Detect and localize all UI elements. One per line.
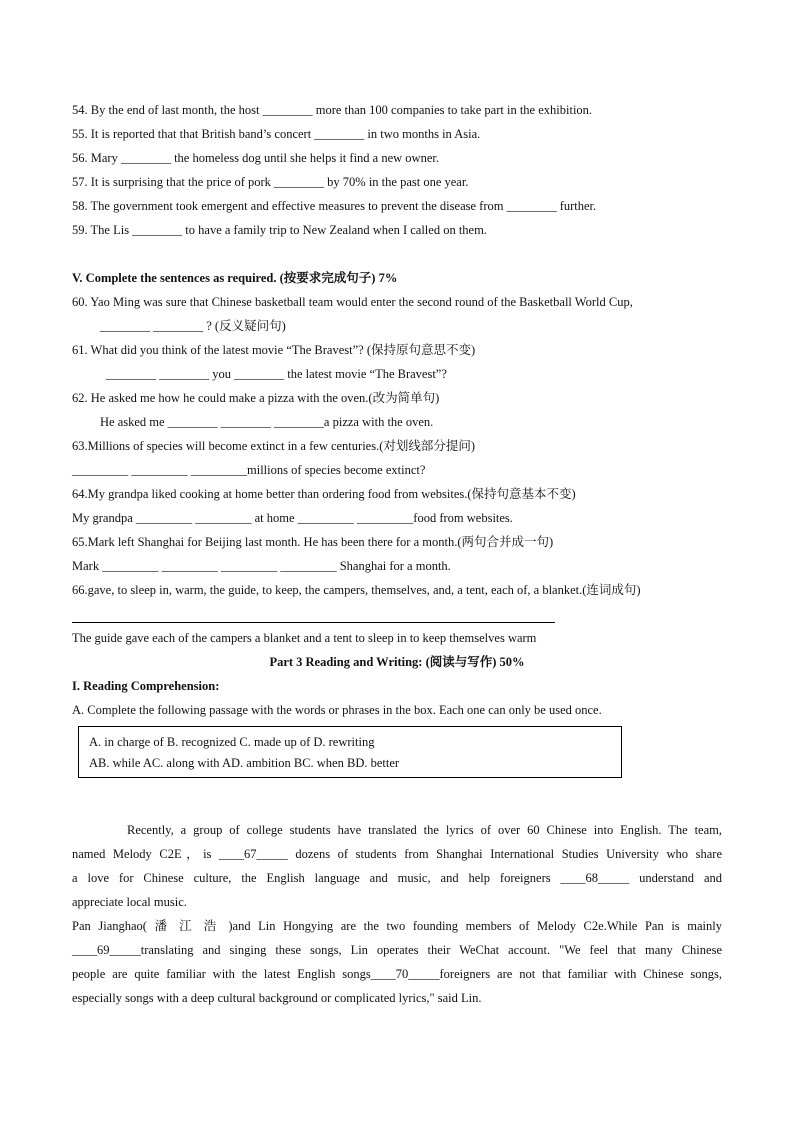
word-box [78,726,622,778]
question-61: 61. What did you think of the latest movie “The Bravest”? (保持原句意思不变) [72,343,476,357]
question-61-answer-line: ________ ________ you ________ the latest movie “The Bravest”? [106,367,447,381]
passage-p1-line4: appreciate local music. [72,895,187,909]
reading-heading: I. Reading Comprehension: [72,679,220,693]
passage-p2-line1: Pan Jianghao( 潘 江 浩 )and Lin Hongying are the two founding members of Melody C2e.While Pan is mainly [72,919,722,933]
section-5-heading: V. Complete the sentences as required. (按要求完成句子) 7% [72,271,398,285]
word-box-row-2: AB. while AC. along with AD. ambition BC. when BD. better [89,756,400,770]
question-66-answer: The guide gave each of the campers a blanket and a tent to sleep in to keep themselves warm [72,631,537,645]
question-60-answer-line: ________ ________ ? (反义疑问句) [100,319,286,333]
question-63: 63.Millions of species will become extinct in a few centuries.(对划线部分提问) [72,439,476,453]
question-64: 64.My grandpa liked cooking at home better than ordering food from websites.(保持句意基本不变) [72,487,576,501]
answer-rule-line [72,622,555,623]
question-55: 55. It is reported that that British band’s concert ________ in two months in Asia. [72,127,481,141]
question-59: 59. The Lis ________ to have a family trip to New Zealand when I called on them. [72,223,487,237]
question-60: 60. Yao Ming was sure that Chinese basketball team would enter the second round of the Basketball World Cup, [72,295,633,309]
question-57: 57. It is surprising that the price of pork ________ by 70% in the past one year. [72,175,469,189]
question-64-answer-line: My grandpa _________ _________ at home _________ _________food from websites. [72,511,513,525]
part-3-heading: Part 3 Reading and Writing: (阅读与写作) 50% [269,655,525,669]
passage-p2-line2: ____69_____translating and singing these songs, Lin operates their WeChat account. "We feel that many Chinese [72,943,722,957]
passage-p1-line1: Recently, a group of college students have translated the lyrics of over 60 Chinese into English. The team, [127,823,722,837]
question-66: 66.gave, to sleep in, warm, the guide, to keep, the campers, themselves, and, a tent, each of, a blanket.(连词成句) [72,583,641,597]
passage-p2-line3: people are quite familiar with the latest English songs____70_____foreigners are not that familiar with Chinese songs, [72,967,722,981]
question-58: 58. The government took emergent and effective measures to prevent the disease from ________ further. [72,199,597,213]
question-62: 62. He asked me how he could make a pizza with the oven.(改为简单句) [72,391,440,405]
passage-p1-line2: named Melody C2E，is ____67_____ dozens of students from Shanghai International Studies University who share [72,847,722,861]
question-54: 54. By the end of last month, the host ________ more than 100 companies to take part in the exhibition. [72,103,593,117]
question-65-answer-line: Mark _________ _________ _________ _________ Shanghai for a month. [72,559,451,573]
passage-p2-line4: especially songs with a deep cultural background or complicated lyrics," said Lin. [72,991,482,1005]
question-65: 65.Mark left Shanghai for Beijing last month. He has been there for a month.(两句合并成一句) [72,535,554,549]
question-56: 56. Mary ________ the homeless dog until she helps it find a new owner. [72,151,439,165]
question-63-answer-line: _________ _________ _________millions of species become extinct? [72,463,426,477]
passage-p1-line3: a love for Chinese culture, the English language and music, and help foreigners ____68_____ understand and [72,871,722,885]
question-62-answer-line: He asked me ________ ________ ________a pizza with the oven. [100,415,434,429]
word-box-row-1: A. in charge of B. recognized C. made up of D. rewriting [89,735,375,749]
reading-a-instruction: A. Complete the following passage with the words or phrases in the box. Each one can only be used once. [72,703,602,717]
